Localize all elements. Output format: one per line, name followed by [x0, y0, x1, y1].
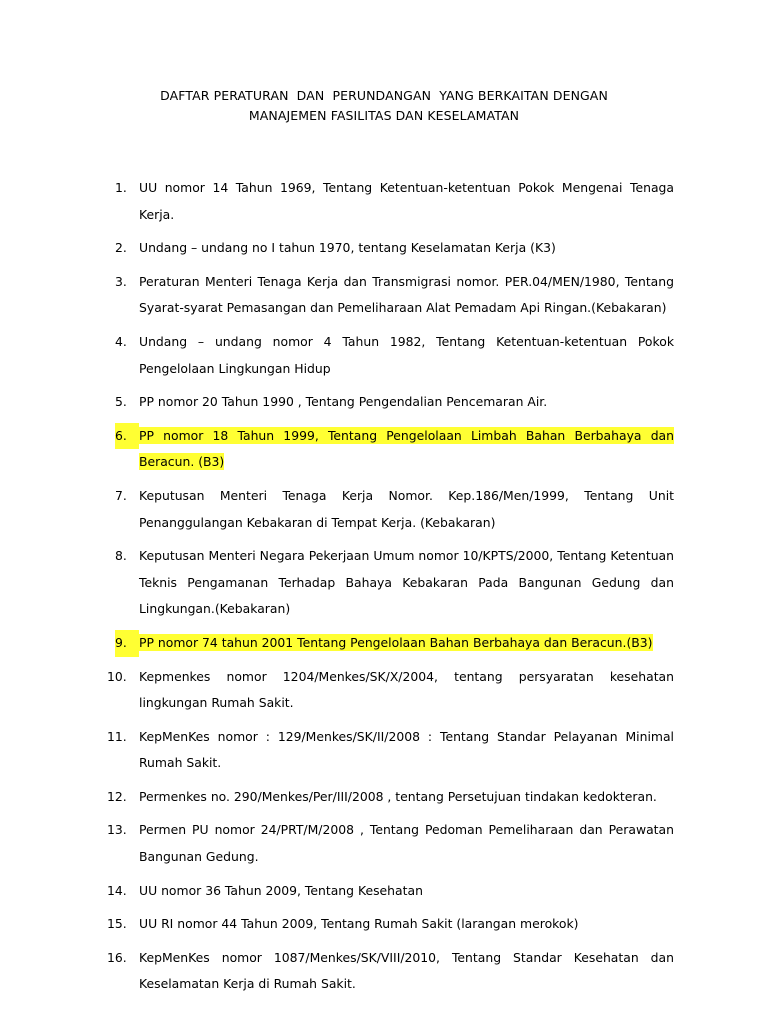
item-text: KepMenKes nomor 1087/Menkes/SK/VIII/2010, Tentang Standar Kesehatan dan Keselamatan Kerja di Rumah Sakit. — [139, 949, 674, 992]
list-item — [0, 269, 674, 322]
list-item-text — [139, 911, 674, 938]
item-text: Keputusan Menteri Negara Pekerjaan Umum nomor 10/KPTS/2000, Tentang Ketentuan Teknis Pengamanan Terhadap Bahaya Kebakaran Pada Bangunan Gedung dan Lingkungan.(Kebakaran) — [139, 548, 674, 617]
list-item — [0, 784, 674, 811]
item-text: UU nomor 36 Tahun 2009, Tentang Kesehatan — [139, 882, 423, 898]
list-item-number: 7. — [115, 487, 127, 503]
regulation-list — [0, 175, 768, 1005]
list-item-text — [139, 389, 674, 416]
list-item-text — [139, 630, 674, 657]
item-text: PP nomor 20 Tahun 1990 , Tentang Pengendalian Pencemaran Air. — [139, 394, 548, 410]
list-item-number: 11. — [107, 728, 127, 744]
list-item-number: 8. — [115, 548, 127, 564]
list-item-text — [139, 329, 674, 382]
list-item-number: 4. — [115, 333, 127, 349]
list-item — [0, 175, 674, 228]
title-line-1: DAFTAR PERATURAN DAN PERUNDANGAN YANG BERKAITAN DENGAN — [160, 88, 608, 103]
item-text: Peraturan Menteri Tenaga Kerja dan Transmigrasi nomor. PER.04/MEN/1980, Tentang Syarat-syarat Pemasangan dan Pemeliharaan Alat Pemadam Api Ringan.(Kebakaran) — [139, 273, 674, 316]
list-item-number: 15. — [107, 916, 127, 932]
item-text: UU RI nomor 44 Tahun 2009, Tentang Rumah Sakit (larangan merokok) — [139, 916, 579, 932]
list-item-number: 3. — [115, 273, 127, 289]
item-text: Kepmenkes nomor 1204/Menkes/SK/X/2004, tentang persyaratan kesehatan lingkungan Rumah Sakit. — [139, 668, 674, 711]
item-text: Permenkes no. 290/Menkes/Per/III/2008 , tentang Persetujuan tindakan kedokteran. — [139, 788, 657, 804]
list-item — [0, 389, 674, 416]
list-item-number: 9. — [115, 630, 139, 657]
list-item — [0, 724, 674, 777]
list-item — [0, 878, 674, 905]
item-text: KepMenKes nomor : 129/Menkes/SK/II/2008 : Tentang Standar Pelayanan Minimal Rumah Sakit. — [139, 728, 674, 771]
list-item-text — [139, 269, 674, 322]
list-item-text — [139, 784, 674, 811]
highlighted-text: PP nomor 18 Tahun 1999, Tentang Pengelolaan Limbah Bahan Berbahaya dan Beracun. (B3) — [139, 427, 674, 470]
title-line-2: MANAJEMEN FASILITAS DAN KESELAMATAN — [248, 108, 520, 123]
list-item — [0, 235, 674, 262]
list-item — [0, 483, 674, 536]
item-text: UU nomor 14 Tahun 1969, Tentang Ketentuan-ketentuan Pokok Mengenai Tenaga Kerja. — [139, 180, 674, 222]
item-text: Keputusan Menteri Tenaga Kerja Nomor. Kep.186/Men/1999, Tentang Unit Penanggulangan Kebakaran di Tempat Kerja. (Kebakaran) — [139, 487, 674, 530]
list-item-text — [139, 543, 674, 623]
list-item-number: 14. — [107, 882, 127, 898]
list-item-text — [139, 483, 674, 536]
list-item — [0, 945, 674, 998]
list-item — [0, 817, 674, 870]
list-item-number: 13. — [107, 822, 127, 838]
list-item — [0, 329, 674, 382]
list-item-text — [139, 423, 674, 476]
list-item — [0, 911, 674, 938]
list-item — [0, 630, 674, 657]
list-item-number: 10. — [107, 668, 127, 684]
item-text: Undang – undang nomor 4 Tahun 1982, Tentang Ketentuan-ketentuan Pokok Pengelolaan Lingkungan Hidup — [139, 333, 674, 376]
list-item-number: 1. — [115, 180, 127, 195]
list-item — [0, 423, 674, 476]
item-text: Permen PU nomor 24/PRT/M/2008 , Tentang Pedoman Pemeliharaan dan Perawatan Bangunan Gedung. — [139, 822, 674, 865]
list-item-text — [139, 878, 674, 905]
list-item-number: 5. — [115, 394, 127, 410]
list-item-number: 6. — [115, 423, 139, 450]
list-item-number: 12. — [107, 788, 127, 804]
list-item — [0, 664, 674, 717]
highlighted-text: PP nomor 74 tahun 2001 Tentang Pengelolaan Bahan Berbahaya dan Beracun.(B3) — [139, 634, 653, 650]
list-item-text — [139, 724, 674, 777]
list-item-number: 16. — [107, 949, 127, 965]
list-item-text — [139, 175, 674, 228]
item-text: Undang – undang no I tahun 1970, tentang Keselamatan Kerja (K3) — [139, 240, 556, 256]
document-title — [0, 86, 768, 126]
list-item-text — [139, 664, 674, 717]
list-item — [0, 543, 674, 623]
list-item-text — [139, 817, 674, 870]
list-item-text — [139, 235, 674, 262]
list-item-number: 2. — [115, 240, 127, 256]
list-item-text — [139, 945, 674, 998]
